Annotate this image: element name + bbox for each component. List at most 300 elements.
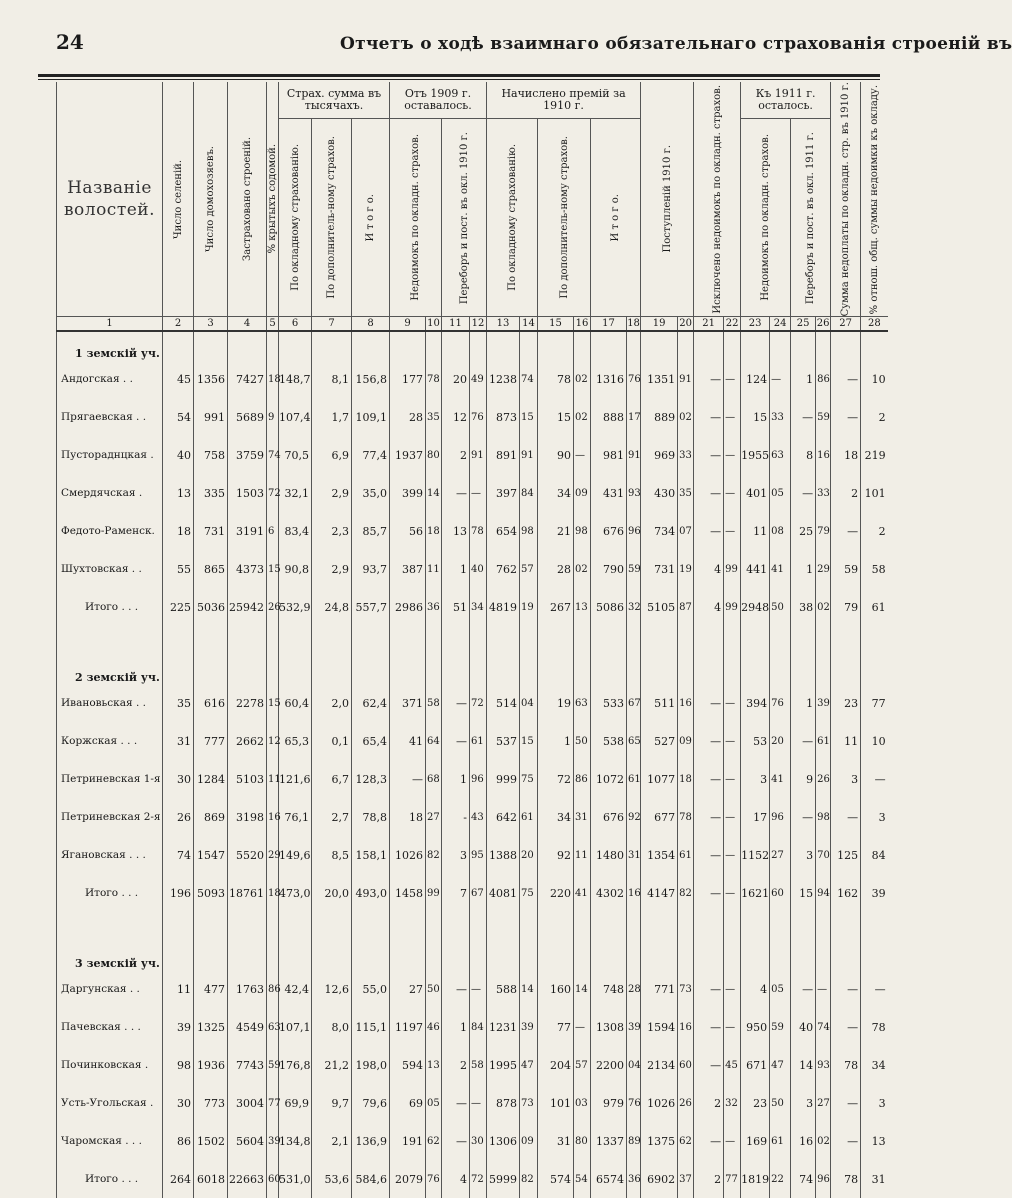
cell-col-7: 8,0 xyxy=(312,1008,352,1046)
cell-col-8: 65,4 xyxy=(352,722,390,760)
cell-col-4: 25942 xyxy=(228,588,267,626)
cell-col-11: 1 xyxy=(442,760,470,798)
cell-col-3: 758 xyxy=(194,436,228,474)
cell-col-20: 62 xyxy=(678,1122,694,1160)
cell-col-28: 3 xyxy=(861,1084,888,1122)
cell-col-8: 493,0 xyxy=(352,874,390,912)
cell-col-14: 57 xyxy=(520,550,538,588)
cell-col-5: 12 xyxy=(267,722,279,760)
cell-col-27: — xyxy=(831,798,861,836)
cell-col-16: 41 xyxy=(574,874,591,912)
cell-col-13: 642 xyxy=(487,798,520,836)
cell-col-9: 1458 xyxy=(390,874,426,912)
cell-col-10: 68 xyxy=(426,760,442,798)
cell-col-15: 204 xyxy=(538,1046,574,1084)
cell-col-8: 198,0 xyxy=(352,1046,390,1084)
empty-cell xyxy=(741,942,770,970)
cell-col-6: 42,4 xyxy=(279,970,312,1008)
cell-col-25: 9 xyxy=(791,760,816,798)
cell-col-21: — xyxy=(694,874,724,912)
cell-col-25: — xyxy=(791,970,816,1008)
cell-col-21: — xyxy=(694,1008,724,1046)
cell-col-6: 149,6 xyxy=(279,836,312,874)
cell-col-14: 47 xyxy=(520,1046,538,1084)
cell-col-15: 78 xyxy=(538,360,574,398)
cell-col-5: 72 xyxy=(267,474,279,512)
empty-cell xyxy=(279,331,312,360)
column-number: 14 xyxy=(520,317,538,332)
cell-col-5: 18 xyxy=(267,360,279,398)
cell-col-10: 36 xyxy=(426,588,442,626)
cell-col-21: — xyxy=(694,512,724,550)
cell-col-9: 2986 xyxy=(390,588,426,626)
cell-col-22: — xyxy=(724,970,741,1008)
cell-col-25: 1 xyxy=(791,550,816,588)
column-number-row xyxy=(57,317,888,332)
empty-cell xyxy=(770,656,791,684)
cell-col-12: 72 xyxy=(470,1160,487,1198)
cell-col-5: 15 xyxy=(267,550,279,588)
empty-cell xyxy=(678,656,694,684)
cell-col-9: 1937 xyxy=(390,436,426,474)
cell-col-12: 58 xyxy=(470,1046,487,1084)
cell-col-13: 4081 xyxy=(487,874,520,912)
cell-col-22: — xyxy=(724,874,741,912)
cell-col-12: 84 xyxy=(470,1008,487,1046)
empty-cell xyxy=(591,656,627,684)
cell-col-8: 128,3 xyxy=(352,760,390,798)
cell-col-7: 2,1 xyxy=(312,1122,352,1160)
cell-col-4: 3759 xyxy=(228,436,267,474)
cell-col-21: — xyxy=(694,722,724,760)
cell-col-6: 107,4 xyxy=(279,398,312,436)
cell-col-25: 1 xyxy=(791,360,816,398)
volost-name: Ивановьская . . xyxy=(57,684,163,722)
cell-col-2: 40 xyxy=(163,436,194,474)
cell-col-17: 981 xyxy=(591,436,627,474)
empty-cell xyxy=(831,331,861,360)
volost-name: Шухтовская . . xyxy=(57,550,163,588)
cell-col-25: — xyxy=(791,798,816,836)
cell-col-21: — xyxy=(694,798,724,836)
cell-col-13: 762 xyxy=(487,550,520,588)
cell-col-21: 4 xyxy=(694,550,724,588)
cell-col-13: 1388 xyxy=(487,836,520,874)
header-rule xyxy=(38,74,880,77)
col-header-13: По окладному страхованію. xyxy=(487,119,538,317)
cell-col-6: 32,1 xyxy=(279,474,312,512)
empty-cell xyxy=(312,656,352,684)
empty-cell xyxy=(538,626,574,656)
empty-cell xyxy=(470,912,487,942)
cell-col-8: 93,7 xyxy=(352,550,390,588)
cell-col-10: 82 xyxy=(426,836,442,874)
cell-col-20: 16 xyxy=(678,1008,694,1046)
empty-cell xyxy=(627,656,641,684)
cell-col-16: 14 xyxy=(574,970,591,1008)
cell-col-4: 7743 xyxy=(228,1046,267,1084)
empty-cell xyxy=(694,331,724,360)
cell-col-22: — xyxy=(724,722,741,760)
empty-cell xyxy=(57,912,163,942)
cell-col-18: 65 xyxy=(627,722,641,760)
cell-col-2: 45 xyxy=(163,360,194,398)
column-number: 15 xyxy=(538,317,574,332)
section-header-row xyxy=(57,331,888,360)
cell-col-19: 734 xyxy=(641,512,678,550)
column-number: 26 xyxy=(816,318,830,330)
spacer-row xyxy=(57,912,888,942)
cell-col-16: 54 xyxy=(574,1160,591,1198)
cell-col-4: 5689 xyxy=(228,398,267,436)
cell-col-13: 537 xyxy=(487,722,520,760)
cell-col-27: — xyxy=(831,1122,861,1160)
cell-col-24: 41 xyxy=(770,760,791,798)
cell-col-20: 91 xyxy=(678,360,694,398)
section-header-row xyxy=(57,942,888,970)
cell-col-9: — xyxy=(390,760,426,798)
cell-col-17: 1316 xyxy=(591,360,627,398)
empty-cell xyxy=(520,626,538,656)
cell-col-20: 35 xyxy=(678,474,694,512)
empty-cell xyxy=(724,331,741,360)
empty-cell xyxy=(678,331,694,360)
empty-cell xyxy=(390,656,426,684)
cell-col-22: — xyxy=(724,798,741,836)
volost-name: Смердячская . xyxy=(57,474,163,512)
cell-col-17: 888 xyxy=(591,398,627,436)
empty-cell xyxy=(267,912,279,942)
col-header-19: Поступленій 1910 г. xyxy=(641,82,694,317)
cell-col-3: 6018 xyxy=(194,1160,228,1198)
volost-name: Пачевская . . . xyxy=(57,1008,163,1046)
cell-col-11: — xyxy=(442,1084,470,1122)
cell-col-18: 36 xyxy=(627,1160,641,1198)
cell-col-16: 02 xyxy=(574,398,591,436)
empty-cell xyxy=(487,331,520,360)
cell-col-25: — xyxy=(791,722,816,760)
cell-col-23: 3 xyxy=(741,760,770,798)
cell-col-25: 3 xyxy=(791,1084,816,1122)
empty-cell xyxy=(538,942,574,970)
cell-col-13: 1306 xyxy=(487,1122,520,1160)
cell-col-28: — xyxy=(861,760,888,798)
cell-col-25: 14 xyxy=(791,1046,816,1084)
cell-col-4: 3004 xyxy=(228,1084,267,1122)
cell-col-14: 98 xyxy=(520,512,538,550)
column-number: 9 xyxy=(390,317,426,332)
cell-col-26: 98 xyxy=(816,798,831,836)
cell-col-25: — xyxy=(791,398,816,436)
cell-col-2: 264 xyxy=(163,1160,194,1198)
cell-col-7: 20,0 xyxy=(312,874,352,912)
cell-col-14: 14 xyxy=(520,970,538,1008)
cell-col-19: 1354 xyxy=(641,836,678,874)
cell-col-6: 531,0 xyxy=(279,1160,312,1198)
cell-col-14: 74 xyxy=(520,360,538,398)
cell-col-12: 34 xyxy=(470,588,487,626)
cell-col-3: 477 xyxy=(194,970,228,1008)
empty-cell xyxy=(470,331,487,360)
cell-col-24: 50 xyxy=(770,588,791,626)
empty-cell xyxy=(538,912,574,942)
cell-col-18: 76 xyxy=(627,1084,641,1122)
cell-col-20: 09 xyxy=(678,722,694,760)
empty-cell xyxy=(816,331,831,360)
empty-cell xyxy=(520,656,538,684)
cell-col-4: 7427 xyxy=(228,360,267,398)
empty-cell xyxy=(163,912,194,942)
cell-col-10: 18 xyxy=(426,512,442,550)
cell-col-24: 27 xyxy=(770,836,791,874)
cell-col-5: 6 xyxy=(267,512,279,550)
volost-name: Починковская . xyxy=(57,1046,163,1084)
col-header-15: По дополнитель-ному страхов. xyxy=(538,119,591,317)
cell-col-15: 101 xyxy=(538,1084,574,1122)
cell-col-24: 76 xyxy=(770,684,791,722)
empty-cell xyxy=(520,912,538,942)
cell-col-20: 87 xyxy=(678,588,694,626)
cell-col-24: 60 xyxy=(770,874,791,912)
cell-col-22: 45 xyxy=(724,1046,741,1084)
cell-col-6: 69,9 xyxy=(279,1084,312,1122)
column-number: 19 xyxy=(641,317,678,332)
cell-col-19: 2134 xyxy=(641,1046,678,1084)
cell-col-13: 5999 xyxy=(487,1160,520,1198)
cell-col-28: 77 xyxy=(861,684,888,722)
cell-col-4: 1763 xyxy=(228,970,267,1008)
empty-cell xyxy=(741,626,770,656)
cell-col-19: 1594 xyxy=(641,1008,678,1046)
cell-col-18: 31 xyxy=(627,836,641,874)
cell-col-5: 26 xyxy=(267,588,279,626)
total-row xyxy=(57,588,888,626)
cell-col-18: 93 xyxy=(627,474,641,512)
cell-col-6: 148,7 xyxy=(279,360,312,398)
empty-cell xyxy=(279,912,312,942)
cell-col-28: 39 xyxy=(861,874,888,912)
cell-col-9: 69 xyxy=(390,1084,426,1122)
cell-col-3: 731 xyxy=(194,512,228,550)
empty-cell xyxy=(791,331,816,360)
cell-col-9: 1197 xyxy=(390,1008,426,1046)
column-number: 25 xyxy=(791,317,816,332)
cell-col-7: 6,7 xyxy=(312,760,352,798)
cell-col-16: 03 xyxy=(574,1084,591,1122)
cell-col-18: 04 xyxy=(627,1046,641,1084)
empty-cell xyxy=(538,656,574,684)
cell-col-11: 4 xyxy=(442,1160,470,1198)
empty-cell xyxy=(831,626,861,656)
cell-col-25: 38 xyxy=(791,588,816,626)
empty-cell xyxy=(538,331,574,360)
cell-col-11: 1 xyxy=(442,1008,470,1046)
empty-cell xyxy=(194,656,228,684)
cell-col-11: 1 xyxy=(442,550,470,588)
cell-col-17: 790 xyxy=(591,550,627,588)
cell-col-15: 21 xyxy=(538,512,574,550)
section-title: 1 земскій уч. xyxy=(57,331,163,360)
cell-col-20: 73 xyxy=(678,970,694,1008)
cell-col-28: 13 xyxy=(861,1122,888,1160)
empty-cell xyxy=(228,942,267,970)
cell-col-18: 91 xyxy=(627,436,641,474)
cell-col-17: 676 xyxy=(591,512,627,550)
cell-col-6: 70,5 xyxy=(279,436,312,474)
cell-col-2: 18 xyxy=(163,512,194,550)
cell-col-10: 50 xyxy=(426,970,442,1008)
cell-col-16: 86 xyxy=(574,760,591,798)
empty-cell xyxy=(627,942,641,970)
empty-cell xyxy=(426,942,442,970)
cell-col-12: 91 xyxy=(470,436,487,474)
table-row xyxy=(57,722,888,760)
cell-col-28: — xyxy=(861,970,888,1008)
cell-col-7: 1,7 xyxy=(312,398,352,436)
empty-cell xyxy=(194,912,228,942)
cell-col-28: 34 xyxy=(861,1046,888,1084)
empty-cell xyxy=(791,656,816,684)
cell-col-2: 74 xyxy=(163,836,194,874)
cell-col-21: — xyxy=(694,970,724,1008)
cell-col-28: 3 xyxy=(861,798,888,836)
empty-cell xyxy=(591,626,627,656)
empty-cell xyxy=(770,942,791,970)
cell-col-24: 05 xyxy=(770,474,791,512)
cell-col-2: 54 xyxy=(163,398,194,436)
cell-col-9: 399 xyxy=(390,474,426,512)
volost-name: Усть-Угольская . xyxy=(57,1084,163,1122)
cell-col-3: 1502 xyxy=(194,1122,228,1160)
cell-col-26: 93 xyxy=(816,1046,831,1084)
cell-col-4: 4373 xyxy=(228,550,267,588)
empty-cell xyxy=(267,331,279,360)
cell-col-26: 74 xyxy=(816,1008,831,1046)
cell-col-25: 40 xyxy=(791,1008,816,1046)
cell-col-22: 99 xyxy=(724,588,741,626)
cell-col-15: 574 xyxy=(538,1160,574,1198)
cell-col-20: 33 xyxy=(678,436,694,474)
column-number: 3 xyxy=(194,317,228,332)
cell-col-10: 13 xyxy=(426,1046,442,1084)
table-row xyxy=(57,760,888,798)
cell-col-20: 61 xyxy=(678,836,694,874)
empty-cell xyxy=(279,942,312,970)
cell-col-17: 533 xyxy=(591,684,627,722)
empty-cell xyxy=(312,626,352,656)
cell-col-27: — xyxy=(831,970,861,1008)
cell-col-14: 04 xyxy=(520,684,538,722)
empty-cell xyxy=(791,626,816,656)
empty-cell xyxy=(591,912,627,942)
empty-cell xyxy=(791,912,816,942)
cell-col-22: — xyxy=(724,398,741,436)
cell-col-23: 4 xyxy=(741,970,770,1008)
cell-col-28: 78 xyxy=(861,1008,888,1046)
empty-cell xyxy=(694,656,724,684)
cell-col-10: 11 xyxy=(426,550,442,588)
cell-col-20: 37 xyxy=(678,1160,694,1198)
empty-cell xyxy=(770,331,791,360)
cell-col-9: 56 xyxy=(390,512,426,550)
cell-col-23: 17 xyxy=(741,798,770,836)
cell-col-5: 11 xyxy=(267,760,279,798)
col-header-27: Сумма недоплаты по окладн. стр. въ 1910 г. xyxy=(831,82,861,317)
cell-col-7: 12,6 xyxy=(312,970,352,1008)
cell-col-15: 31 xyxy=(538,1122,574,1160)
cell-col-16: 11 xyxy=(574,836,591,874)
cell-col-9: 191 xyxy=(390,1122,426,1160)
cell-col-22: — xyxy=(724,836,741,874)
cell-col-9: 1026 xyxy=(390,836,426,874)
empty-cell xyxy=(163,656,194,684)
cell-col-12: 95 xyxy=(470,836,487,874)
page-number: 24 xyxy=(56,30,84,54)
cell-col-24: 59 xyxy=(770,1008,791,1046)
empty-cell xyxy=(390,942,426,970)
cell-col-19: 677 xyxy=(641,798,678,836)
empty-cell xyxy=(678,942,694,970)
empty-cell xyxy=(574,626,591,656)
cell-col-19: 771 xyxy=(641,970,678,1008)
cell-col-2: 31 xyxy=(163,722,194,760)
empty-cell xyxy=(470,942,487,970)
cell-col-21: — xyxy=(694,436,724,474)
cell-col-13: 654 xyxy=(487,512,520,550)
volost-name: Петриневская 2-я xyxy=(57,798,163,836)
empty-cell xyxy=(724,912,741,942)
empty-cell xyxy=(816,942,831,970)
column-number: 11 xyxy=(442,317,470,332)
cell-col-9: 28 xyxy=(390,398,426,436)
cell-col-9: 371 xyxy=(390,684,426,722)
empty-cell xyxy=(352,331,390,360)
col-header-28: % отнош. общ. суммы недоимки къ окладу. xyxy=(861,82,888,317)
column-number: 12 xyxy=(470,317,487,332)
cell-col-28: 84 xyxy=(861,836,888,874)
empty-cell xyxy=(861,942,888,970)
cell-col-16: 50 xyxy=(574,722,591,760)
cell-col-28: 2 xyxy=(861,512,888,550)
cell-col-18: 17 xyxy=(627,398,641,436)
cell-col-27: 2 xyxy=(831,474,861,512)
empty-cell xyxy=(426,626,442,656)
cell-col-21: 2 xyxy=(694,1160,724,1198)
cell-col-17: 538 xyxy=(591,722,627,760)
empty-cell xyxy=(724,656,741,684)
cell-col-2: 30 xyxy=(163,1084,194,1122)
empty-cell xyxy=(352,912,390,942)
empty-cell xyxy=(426,331,442,360)
cell-col-13: 999 xyxy=(487,760,520,798)
cell-col-8: 77,4 xyxy=(352,436,390,474)
cell-col-3: 1547 xyxy=(194,836,228,874)
empty-cell xyxy=(279,656,312,684)
cell-col-7: 9,7 xyxy=(312,1084,352,1122)
cell-col-23: 23 xyxy=(741,1084,770,1122)
empty-cell xyxy=(442,942,470,970)
empty-cell xyxy=(194,626,228,656)
cell-col-24: 61 xyxy=(770,1122,791,1160)
col-header-8: И т о г о. xyxy=(352,119,390,317)
cell-col-28: 31 xyxy=(861,1160,888,1198)
empty-cell xyxy=(861,626,888,656)
cell-col-7: 24,8 xyxy=(312,588,352,626)
cell-col-7: 2,3 xyxy=(312,512,352,550)
empty-cell xyxy=(228,331,267,360)
cell-col-12: 30 xyxy=(470,1122,487,1160)
empty-cell xyxy=(487,626,520,656)
